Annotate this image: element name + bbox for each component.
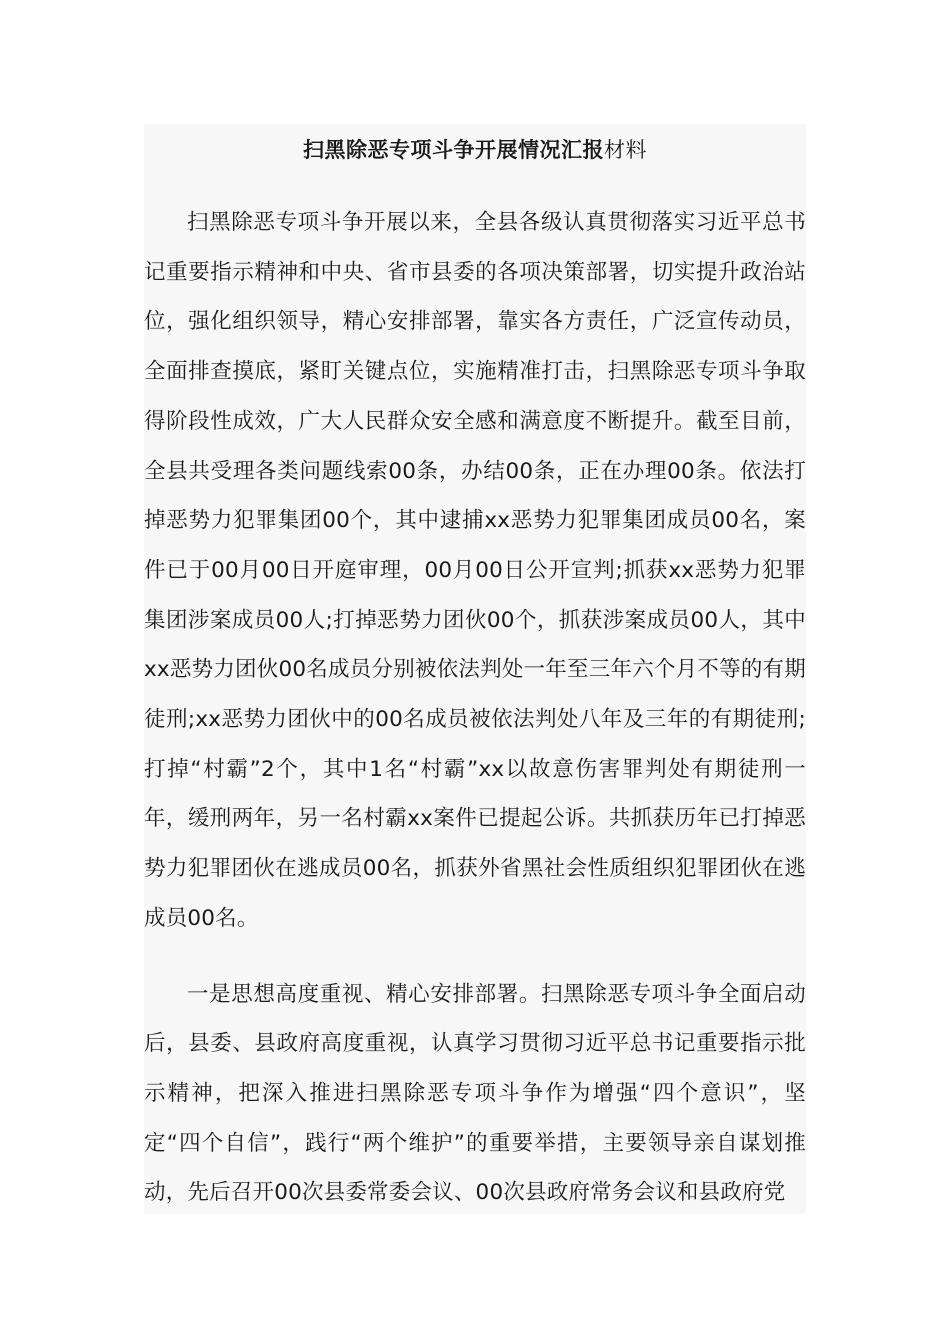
title-main: 扫黑除恶专项斗争开展情况汇报 — [303, 138, 604, 162]
document-title — [144, 124, 806, 176]
title-suffix: 材料 — [604, 138, 647, 162]
paragraph-summary: 扫黑除恶专项斗争开展以来，全县各级认真贯彻落实习近平总书记重要指示精神和中央、省市县委的各项决策部署，切实提升政治站位，强化组织领导，精心安排部署，靠实各方责任，广泛宣传动员，全面排查摸底，紧盯关键点位，实施精准打击，扫黑除恶专项斗争取得阶段性成效，广大人民群众安全感和满意度不断提升。截至目前，全县共受理各类问题线索00条，办结00条，正在办理00条。依法打掉恶势力犯罪集团00个，其中逮捕xx恶势力犯罪集团成员00名，案件已于00月00日开庭审理，00月00日公开宣判;抓获xx恶势力犯罪集团涉案成员00人;打掉恶势力团伙00个，抓获涉案成员00人，其中xx恶势力团伙00名成员分别被依法判处一年至三年六个月不等的有期徒刑;xx恶势力团伙中的00名成员被依法判处八年及三年的有期徒刑;打掉“村霸”2个，其中1名“村霸”xx以故意伤害罪判处有期徒刑一年，缓刑两年，另一名村霸xx案件已提起公诉。共抓获历年已打掉恶势力犯罪团伙在逃成员00名，抓获外省黑社会性质组织犯罪团伙在逃成员00名。 — [144, 210, 806, 931]
paragraph-point-one: 一是思想高度重视、精心安排部署。扫黑除恶专项斗争全面启动后，县委、县政府高度重视，认真学习贯彻习近平总书记重要指示批示精神，把深入推进扫黑除恶专项斗争作为增强“四个意识”，坚定“四个自信”，践行“两个维护”的重要举措，主要领导亲自谋划推动，先后召开00次县委常委会议、00次县政府常务会议和县政府党 — [144, 981, 806, 1206]
document-page — [144, 124, 806, 1214]
